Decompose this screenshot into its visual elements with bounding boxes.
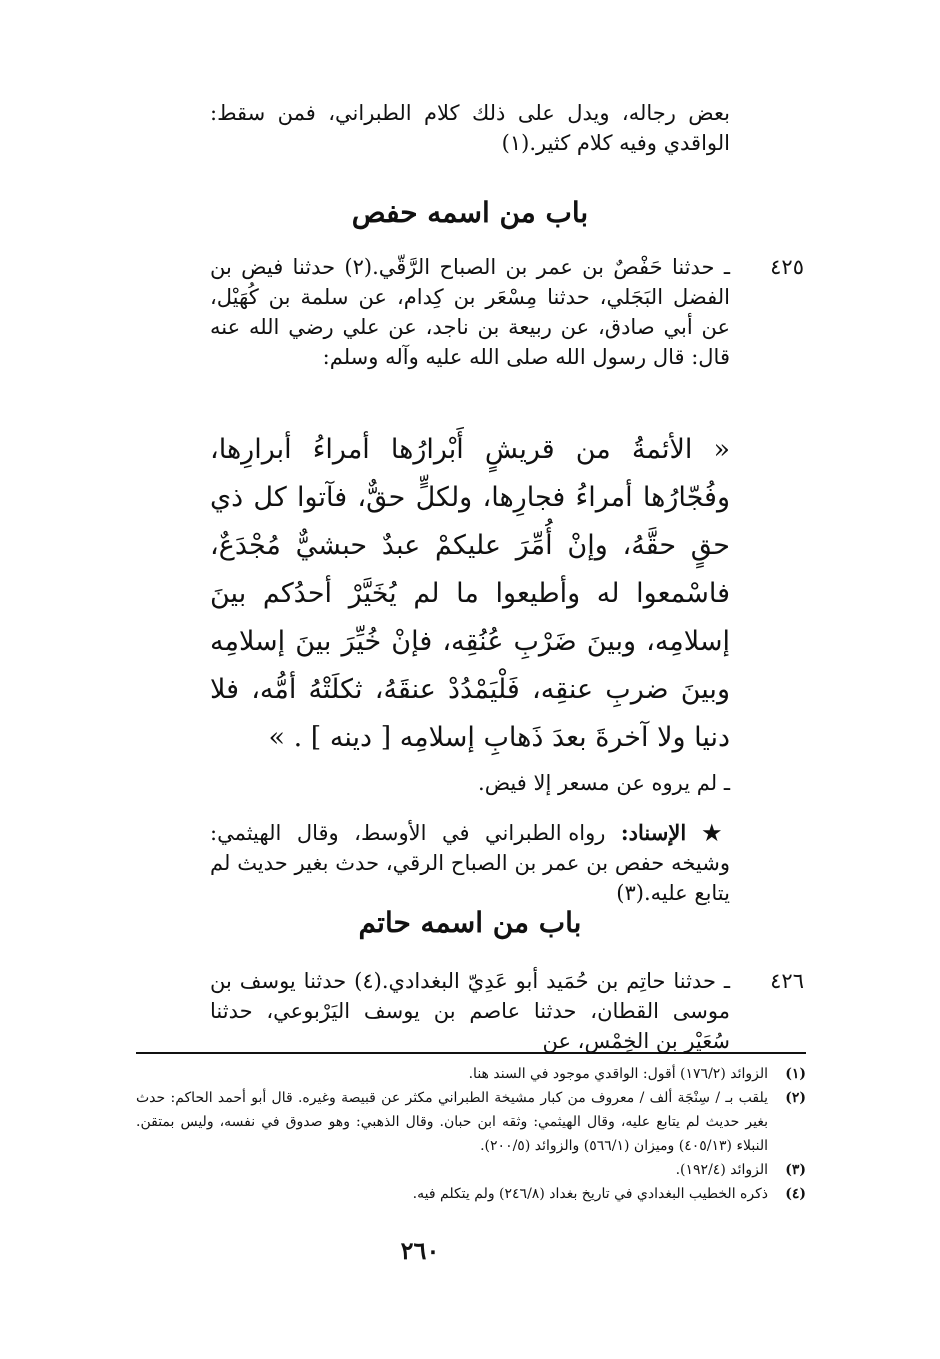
hadith-426-isnad: ـ حدثنا حاتِم بن حُمَيد أبو عَدِيّ البغدادي.(٤) حدثنا يوسف بن موسى القطان، حدثنا عاصم بن يوسف اليَرْبوعي، حدثنا سُعَيْر بن الخِمْس، عن [210,969,730,1053]
hadith-number-426: ٤٢٦ [770,969,804,993]
footnote-divider [136,1052,806,1054]
hadith-425-isnad: ـ حدثنا حَفْصٌ بن عمر بن الصباح الرَّقّي.(٢) حدثنا فيض بن الفضل البَجَلي، حدثنا مِسْعَر بن كِدام، عن سلمة بن كُهَيْل، عن أبي صادق، عن ربيعة بن ناجد، عن علي رضي الله عنه قال: قال رسول الله صلى الله عليه وآله وسلم: [210,255,730,369]
footnote-text: ذكره الخطيب البغدادي في تاريخ بغداد (٢٤٦/٨) ولم يتكلم فيه. [412,1186,768,1202]
footnote-number: (٤) [785,1186,806,1202]
footnotes [136,1062,806,1206]
footnote-text: يلقب بـ / سِنْجَة ألف / معروف من كبار مشيخة الطبراني مكثر عن قبيصة وغيره. قال أبو أحمد الحاكم: حدث بغير حديث لم يتابع عليه، وقال الهيثمي: وثقه ابن حبان. وقال الذهبي: وهو صدوق في نفسه، وليس بمتقن. النبلاء (٤٠٥/١٣) وميزان (٥٦٦/١) والزوائد (٢٠٠/٥). [136,1090,768,1154]
footnote-number: (٣) [785,1162,806,1178]
footnote-text: الزوائد (١٧٦/٢) أقول: الواقدي موجود في السند هنا. [468,1066,768,1082]
footnote-2 [136,1086,806,1158]
footnote-3 [136,1158,806,1182]
isnad-comment-text: رواه الطبراني في الأوسط، وقال الهيثمي: وشيخه حفص بن عمر بن الصباح الرقي، حدث بغير حديث لم يتابع عليه.(٣) [210,821,730,905]
hadith-425-note: ـ لم يروه عن مسعر إلا فيض. [478,771,730,795]
footnote-1 [136,1062,806,1086]
footnote-4 [136,1182,806,1206]
hadith-number-425: ٤٢٥ [770,255,804,279]
section-heading-hatim: باب من اسمه حاتم [358,906,582,939]
section-heading-hafs: باب من اسمه حفص [351,196,589,229]
isnad-label: ★ الإسناد: [620,820,730,845]
footnote-number: (١) [785,1066,806,1082]
hadith-425-matn: « الأئمةُ من قريشٍ أَبْرارُها أمراءُ أبرارِها، وفُجّارُها أمراءُ فجارِها، ولكلٍّ حقٌّ، فآتوا كل ذي حقٍ حقَّهُ، وإنْ أُمِّرَ عليكمْ عبدٌ حبشيٌّ مُجْدَعٌ، فاسْمعوا له وأطيعوا ما لم يُخَيَّرْ أحدُكم بينَ إسلامِه، وبينَ ضَرْبِ عُنُقِه، فإنْ خُيِّرَ بينَ إسلامِه وبينَ ضربِ عنقِه، فَلْيَمْدُدْ عنقَهُ، ثكلَتْهُ أمُّه، فلا دنيا ولا آخرةَ بعدَ ذَهابِ إسلامِه [ دينه ] . » [210,434,730,753]
top-paragraph: بعض رجاله، ويدل على ذلك كلام الطبراني، فمن سقط: الواقدي وفيه كلام كثير.(١) [210,101,730,155]
footnote-number: (٢) [785,1090,806,1106]
hadith-425-isnad-comment [210,818,730,908]
footnote-text: الزوائد (١٩٢/٤). [675,1162,768,1178]
page-number: ٢٦٠ [400,1236,440,1265]
